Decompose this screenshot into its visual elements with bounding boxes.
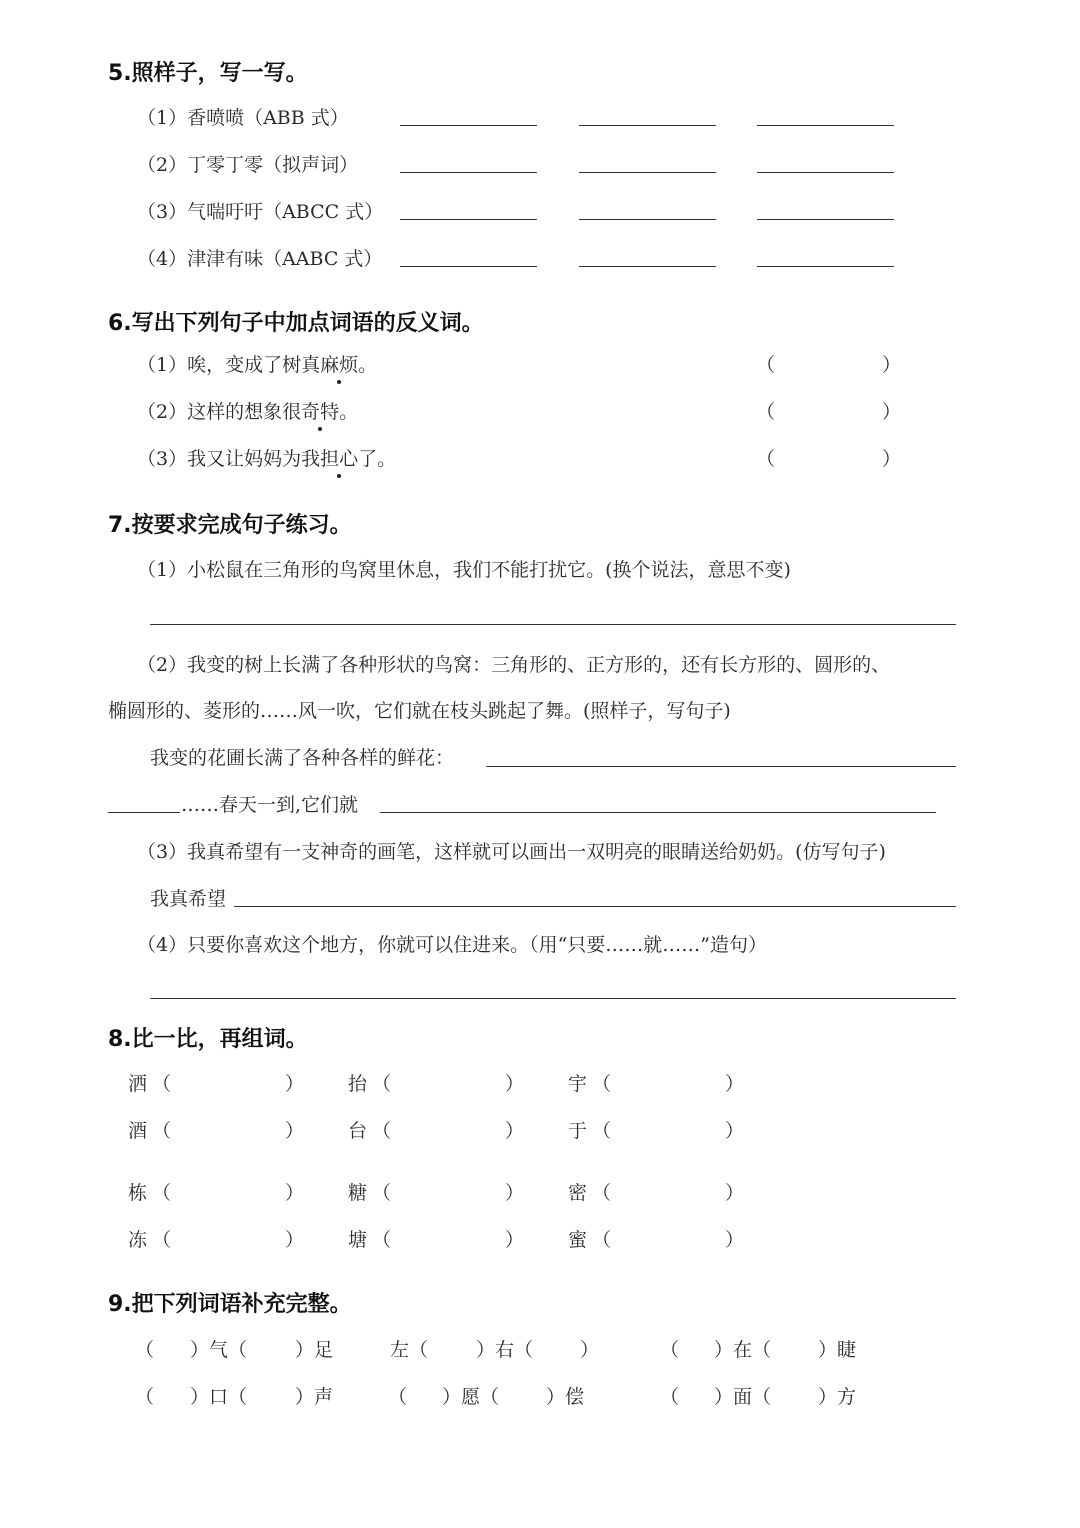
q6-item-1 bbox=[137, 350, 377, 377]
q9-piece: ）口（ bbox=[190, 1386, 248, 1408]
q8-char: 糖 bbox=[348, 1182, 368, 1204]
q7-s2-line1: （2）我变的树上长满了各种形状的鸟窝：三角形的、正方形的，还有长方形的、圆形的、 bbox=[137, 654, 891, 676]
q9-piece: （ bbox=[660, 1339, 680, 1361]
q6-1-dotted: 麻烦 bbox=[320, 350, 358, 377]
q6-3-dotted: 担心 bbox=[320, 444, 358, 471]
q5-3-blank-c[interactable] bbox=[757, 219, 894, 220]
q7-s2-blank-flowers[interactable] bbox=[486, 766, 956, 767]
q8-open-paren: （ bbox=[372, 1120, 392, 1142]
q8-title: 8.比一比，再组词。 bbox=[108, 1027, 308, 1052]
q5-title: 5.照样子，写一写。 bbox=[108, 61, 308, 86]
q9-piece: ）声 bbox=[295, 1386, 334, 1408]
q6-item-2 bbox=[137, 397, 358, 424]
q9-piece: 左（ bbox=[390, 1339, 429, 1361]
q8-open-paren: （ bbox=[372, 1229, 392, 1251]
q9-piece: （ bbox=[135, 1339, 155, 1361]
q5-3-blank-a[interactable] bbox=[400, 219, 537, 220]
q5-1-blank-a[interactable] bbox=[400, 125, 537, 126]
q9-piece: （ bbox=[135, 1386, 155, 1408]
q8-char: 冻 bbox=[128, 1229, 148, 1251]
q6-title: 6.写出下列句子中加点词语的反义词。 bbox=[108, 311, 484, 336]
q7-s1-answer-line[interactable] bbox=[150, 624, 956, 625]
q6-3-post: 了。 bbox=[358, 448, 397, 470]
q9-piece: ）面（ bbox=[714, 1386, 772, 1408]
q8-char: 栋 bbox=[128, 1182, 148, 1204]
q6-2-post: 。 bbox=[339, 401, 359, 423]
q6-2-num: （2） bbox=[137, 401, 188, 423]
q9-piece: ）右（ bbox=[476, 1339, 534, 1361]
q8-close-paren: ） bbox=[285, 1229, 305, 1251]
q6-3-close-paren: ） bbox=[882, 448, 902, 470]
q6-2-open-paren: （ bbox=[756, 401, 776, 423]
q8-open-paren: （ bbox=[372, 1073, 392, 1095]
q7-s3: （3）我真希望有一支神奇的画笔，这样就可以画出一双明亮的眼睛送给奶奶。(仿写句子) bbox=[137, 841, 886, 863]
q7-s2-blank-more[interactable] bbox=[108, 812, 180, 813]
q5-item-1: （1）香喷喷（ABB 式） bbox=[137, 107, 349, 129]
q9-piece: ）偿 bbox=[546, 1386, 585, 1408]
q8-char: 洒 bbox=[128, 1073, 148, 1095]
q8-close-paren: ） bbox=[725, 1073, 745, 1095]
q8-close-paren: ） bbox=[285, 1073, 305, 1095]
q9-piece: ）气（ bbox=[190, 1339, 248, 1361]
q7-s2-prompt: 我变的花圃长满了各种各样的鲜花： bbox=[150, 747, 455, 769]
q8-open-paren: （ bbox=[592, 1073, 612, 1095]
q9-title: 9.把下列词语补充完整。 bbox=[108, 1292, 352, 1317]
q8-close-paren: ） bbox=[505, 1229, 525, 1251]
q8-char: 于 bbox=[568, 1120, 588, 1142]
q8-open-paren: （ bbox=[592, 1229, 612, 1251]
q8-close-paren: ） bbox=[725, 1120, 745, 1142]
q5-2-blank-b[interactable] bbox=[579, 172, 716, 173]
q8-close-paren: ） bbox=[505, 1120, 525, 1142]
q5-4-blank-a[interactable] bbox=[400, 266, 537, 267]
q6-3-open-paren: （ bbox=[756, 448, 776, 470]
q8-open-paren: （ bbox=[152, 1120, 172, 1142]
q9-piece: （ bbox=[388, 1386, 408, 1408]
q5-2-blank-c[interactable] bbox=[757, 172, 894, 173]
q8-char: 抬 bbox=[348, 1073, 368, 1095]
q8-open-paren: （ bbox=[152, 1073, 172, 1095]
q7-s4: （4）只要你喜欢这个地方，你就可以住进来。（用“只要……就……”造句） bbox=[137, 934, 768, 956]
q6-2-close-paren: ） bbox=[882, 401, 902, 423]
q9-piece: ）在（ bbox=[714, 1339, 772, 1361]
q8-open-paren: （ bbox=[592, 1120, 612, 1142]
q9-piece: ）方 bbox=[818, 1386, 857, 1408]
q8-close-paren: ） bbox=[285, 1182, 305, 1204]
q9-piece: ）愿（ bbox=[442, 1386, 500, 1408]
q6-3-pre: 我又让妈妈为我 bbox=[187, 448, 321, 470]
q9-piece: ）足 bbox=[295, 1339, 334, 1361]
q7-s2-cont: ……春天一到,它们就 bbox=[181, 794, 359, 816]
q9-piece: ） bbox=[580, 1339, 600, 1361]
q6-2-dotted: 奇特 bbox=[301, 397, 339, 424]
q5-1-blank-c[interactable] bbox=[757, 125, 894, 126]
q8-close-paren: ） bbox=[725, 1229, 745, 1251]
q8-char: 台 bbox=[348, 1120, 368, 1142]
q7-s3-prompt: 我真希望 bbox=[150, 888, 227, 910]
q8-close-paren: ） bbox=[505, 1073, 525, 1095]
q7-s4-answer-line[interactable] bbox=[150, 998, 956, 999]
q6-1-close-paren: ） bbox=[882, 354, 902, 376]
q8-char: 塘 bbox=[348, 1229, 368, 1251]
q6-3-num: （3） bbox=[137, 448, 188, 470]
q9-piece: （ bbox=[660, 1386, 680, 1408]
q8-open-paren: （ bbox=[152, 1182, 172, 1204]
q8-char: 蜜 bbox=[568, 1229, 588, 1251]
q6-1-dotted-word bbox=[320, 354, 358, 376]
q8-open-paren: （ bbox=[592, 1182, 612, 1204]
q6-item-3 bbox=[137, 444, 396, 471]
q6-1-open-paren: （ bbox=[756, 354, 776, 376]
q5-item-3: （3）气喘吁吁（ABCC 式） bbox=[137, 201, 384, 223]
q8-char: 密 bbox=[568, 1182, 588, 1204]
q6-1-post: 。 bbox=[358, 354, 378, 376]
q7-s3-blank[interactable] bbox=[234, 906, 956, 907]
q7-s2-line2: 椭圆形的、菱形的……风一吹，它们就在枝头跳起了舞。(照样子，写句子) bbox=[108, 700, 731, 722]
q8-char: 酒 bbox=[128, 1120, 148, 1142]
q8-open-paren: （ bbox=[372, 1182, 392, 1204]
q5-item-2: （2）丁零丁零（拟声词） bbox=[137, 154, 359, 176]
q7-s1: （1）小松鼠在三角形的鸟窝里休息，我们不能打扰它。(换个说法，意思不变) bbox=[137, 559, 791, 581]
q7-s2-blank-action[interactable] bbox=[380, 812, 936, 813]
q9-piece: ）睫 bbox=[818, 1339, 857, 1361]
q8-open-paren: （ bbox=[152, 1229, 172, 1251]
q5-4-blank-b[interactable] bbox=[579, 266, 716, 267]
q5-item-4: （4）津津有味（AABC 式） bbox=[137, 248, 383, 270]
q7-title: 7.按要求完成句子练习。 bbox=[108, 513, 352, 538]
q8-close-paren: ） bbox=[285, 1120, 305, 1142]
q5-3-blank-b[interactable] bbox=[579, 219, 716, 220]
q6-2-pre: 这样的想象很 bbox=[187, 401, 302, 423]
q6-1-num: （1） bbox=[137, 354, 188, 376]
q8-char: 宇 bbox=[568, 1073, 588, 1095]
q5-2-blank-a[interactable] bbox=[400, 172, 537, 173]
q5-4-blank-c[interactable] bbox=[757, 266, 894, 267]
q5-1-blank-b[interactable] bbox=[579, 125, 716, 126]
q8-close-paren: ） bbox=[725, 1182, 745, 1204]
q8-close-paren: ） bbox=[505, 1182, 525, 1204]
q6-1-pre: 唉，变成了树真 bbox=[187, 354, 321, 376]
